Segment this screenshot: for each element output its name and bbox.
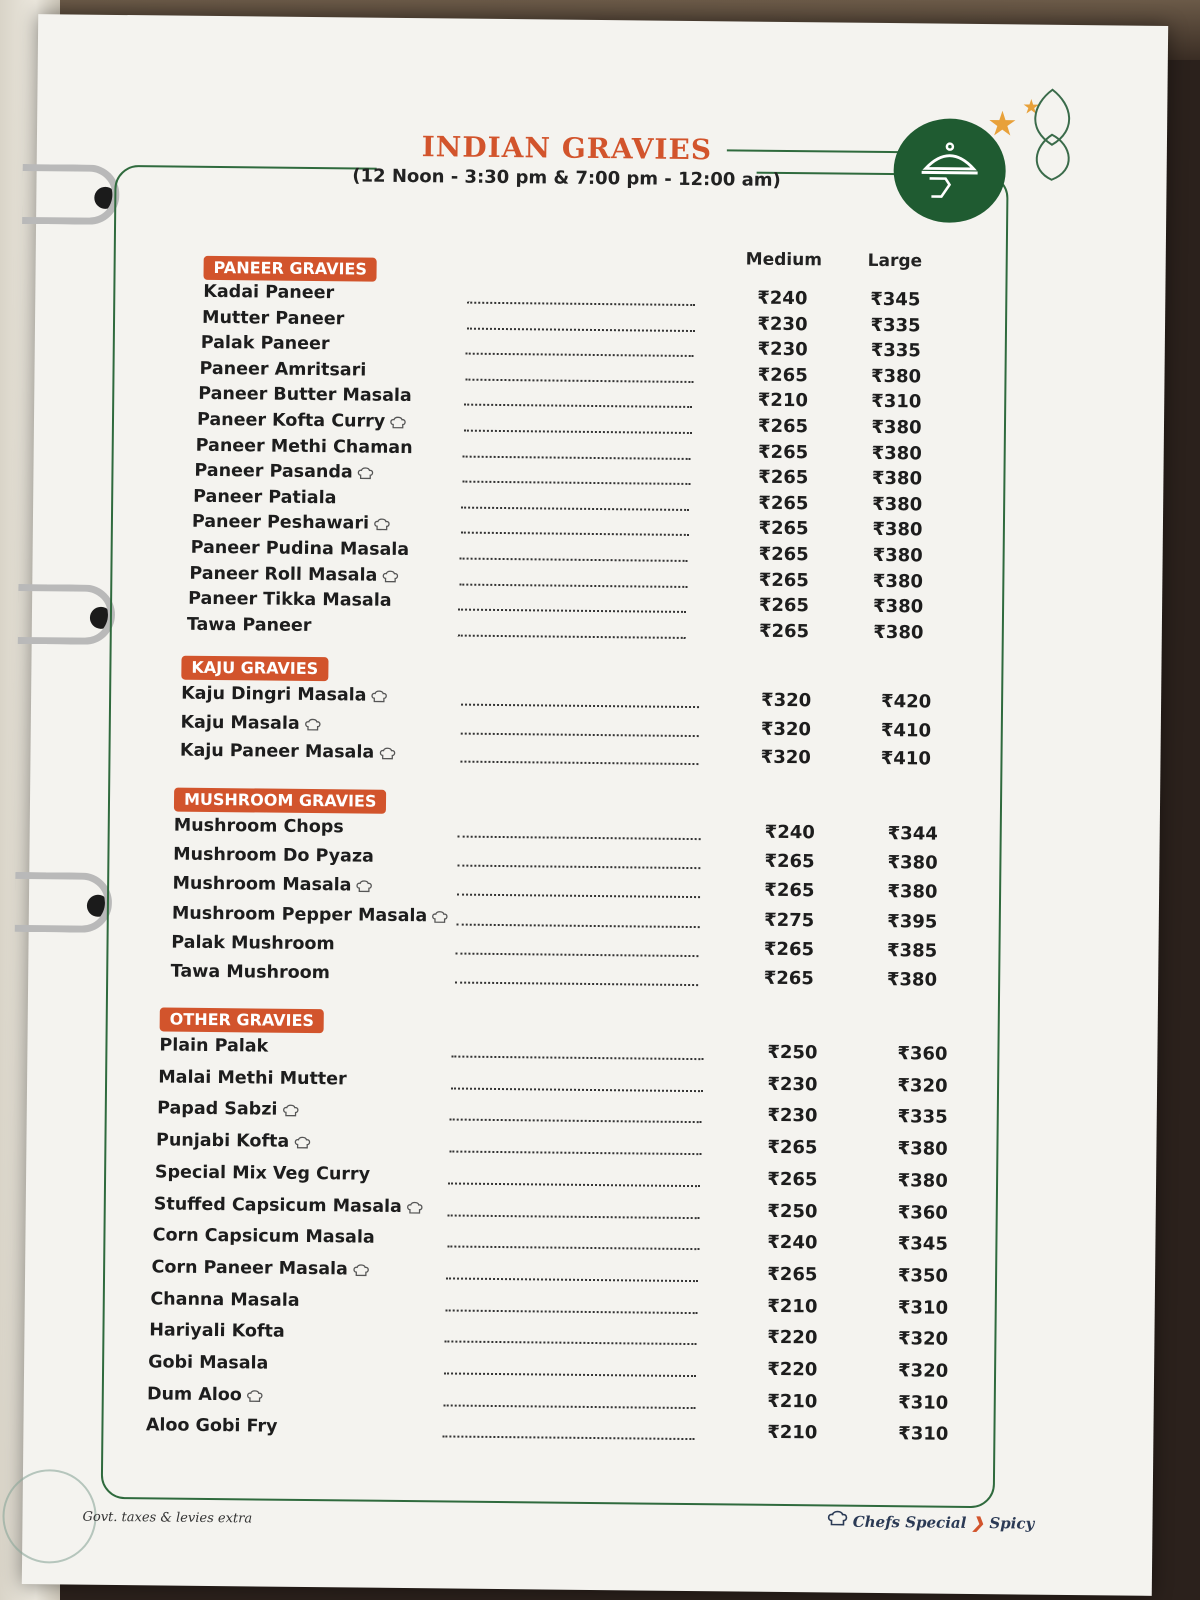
price-medium: ₹265 bbox=[767, 1136, 818, 1159]
item-name-text: Paneer Pudina Masala bbox=[190, 537, 410, 561]
price-large: ₹335 bbox=[897, 1106, 948, 1129]
item-name bbox=[159, 1035, 268, 1056]
chef-hat-icon bbox=[374, 517, 390, 531]
item-name bbox=[172, 903, 449, 926]
price-large: ₹380 bbox=[897, 1169, 948, 1192]
price-medium: ₹275 bbox=[764, 909, 815, 931]
chili-icon: ❯ bbox=[971, 1513, 985, 1533]
item-name-text: Papad Sabzi bbox=[157, 1098, 278, 1121]
dot-leader bbox=[458, 609, 686, 613]
price-medium: ₹265 bbox=[763, 938, 815, 961]
chef-hat-icon bbox=[407, 1200, 423, 1214]
price-large: ₹320 bbox=[897, 1328, 949, 1351]
price-medium: ₹265 bbox=[763, 967, 815, 990]
item-name bbox=[157, 1099, 298, 1120]
item-name-text: Palak Paneer bbox=[200, 333, 330, 355]
price-medium: ₹320 bbox=[760, 689, 812, 712]
price-medium: ₹240 bbox=[757, 287, 808, 310]
item-name bbox=[199, 359, 366, 381]
taxes-note: Govt. taxes & levies extra bbox=[82, 1509, 253, 1527]
item-name-text: Paneer Tikka Masala bbox=[188, 588, 392, 612]
price-medium: ₹210 bbox=[767, 1390, 818, 1413]
dot-leader bbox=[457, 865, 700, 870]
item-name bbox=[155, 1162, 370, 1184]
item-name-text: Corn Paneer Masala bbox=[151, 1257, 349, 1280]
price-medium: ₹265 bbox=[758, 518, 809, 540]
price-large: ₹310 bbox=[871, 391, 922, 413]
price-large: ₹380 bbox=[887, 881, 938, 903]
dot-leader bbox=[447, 1246, 699, 1251]
item-name-text: Kaju Paneer Masala bbox=[179, 740, 375, 763]
price-medium: ₹265 bbox=[757, 415, 809, 438]
item-name bbox=[196, 435, 413, 457]
item-name-text: Paneer Methi Chaman bbox=[195, 435, 413, 458]
item-name bbox=[148, 1352, 268, 1373]
legend bbox=[827, 1510, 1034, 1532]
item-name bbox=[173, 845, 374, 867]
item-name-text: Mushroom Chops bbox=[173, 815, 344, 838]
dot-leader bbox=[451, 1087, 703, 1092]
dot-leader bbox=[448, 1182, 700, 1187]
dot-leader bbox=[445, 1309, 697, 1314]
item-name bbox=[147, 1384, 263, 1405]
item-name bbox=[191, 538, 410, 560]
item-name-text: Aloo Gobi Fry bbox=[145, 1415, 278, 1438]
item-name bbox=[156, 1131, 310, 1153]
price-medium: ₹265 bbox=[764, 850, 815, 873]
price-large: ₹380 bbox=[871, 416, 922, 439]
star-decoration-icon: ★ bbox=[986, 104, 1018, 145]
item-name-text: Mutter Paneer bbox=[201, 307, 345, 329]
dot-leader bbox=[460, 558, 688, 562]
price-medium: ₹265 bbox=[758, 466, 809, 489]
price-medium: ₹210 bbox=[767, 1422, 818, 1444]
price-large: ₹380 bbox=[873, 621, 924, 644]
item-name-text: Kaju Masala bbox=[180, 712, 300, 734]
service-hours: (12 Noon - 3:30 pm & 7:00 pm - 12:00 am) bbox=[352, 165, 781, 191]
price-large: ₹310 bbox=[898, 1423, 949, 1446]
item-name-text: Paneer Roll Masala bbox=[189, 563, 378, 586]
price-medium: ₹265 bbox=[764, 880, 815, 902]
price-medium: ₹250 bbox=[767, 1041, 818, 1064]
price-medium: ₹230 bbox=[767, 1073, 818, 1096]
price-large: ₹395 bbox=[887, 910, 938, 933]
price-large: ₹350 bbox=[897, 1265, 949, 1287]
item-name bbox=[187, 615, 312, 636]
price-large: ₹320 bbox=[897, 1360, 949, 1382]
dot-leader bbox=[463, 430, 691, 434]
price-large: ₹310 bbox=[898, 1391, 949, 1414]
dot-leader bbox=[460, 532, 688, 536]
dot-leader bbox=[443, 1436, 695, 1441]
item-name-text: Corn Capsicum Masala bbox=[152, 1225, 375, 1248]
binder-ring bbox=[22, 164, 120, 225]
dot-leader bbox=[457, 894, 700, 899]
price-medium: ₹230 bbox=[757, 338, 808, 361]
item-name bbox=[203, 282, 334, 303]
item-name-text: Paneer Butter Masala bbox=[198, 384, 412, 407]
item-name bbox=[189, 563, 398, 585]
price-large: ₹345 bbox=[870, 288, 921, 311]
price-medium: ₹250 bbox=[767, 1200, 818, 1222]
item-name bbox=[188, 589, 392, 611]
item-name bbox=[180, 741, 395, 763]
item-name-text: Mushroom Masala bbox=[172, 873, 352, 896]
dot-leader bbox=[456, 952, 699, 957]
price-large: ₹410 bbox=[880, 747, 932, 770]
dot-leader bbox=[466, 353, 694, 357]
item-name-text: Special Mix Veg Curry bbox=[154, 1162, 371, 1185]
item-name bbox=[192, 512, 390, 534]
item-name-text: Mushroom Do Pyaza bbox=[173, 844, 375, 867]
item-name-text: Plain Palak bbox=[159, 1035, 269, 1057]
chef-hat-icon bbox=[294, 1135, 310, 1149]
chef-hat-icon bbox=[390, 415, 406, 429]
section-label: KAJU GRAVIES bbox=[181, 656, 328, 682]
price-large: ₹360 bbox=[897, 1201, 948, 1224]
price-medium: ₹265 bbox=[758, 492, 809, 515]
item-name-text: Malai Methi Mutter bbox=[158, 1067, 347, 1090]
item-name bbox=[171, 962, 330, 984]
price-large: ₹310 bbox=[897, 1296, 949, 1319]
dot-leader bbox=[465, 378, 693, 382]
price-large: ₹380 bbox=[886, 969, 938, 991]
item-name-text: Paneer Pasanda bbox=[194, 460, 353, 483]
dot-leader bbox=[461, 506, 689, 510]
chef-hat-icon bbox=[827, 1512, 852, 1530]
item-name-text: Channa Masala bbox=[150, 1288, 300, 1311]
chef-hat-icon bbox=[371, 689, 387, 703]
section-label: MUSHROOM GRAVIES bbox=[174, 788, 387, 814]
price-large: ₹345 bbox=[897, 1233, 949, 1255]
dot-leader bbox=[459, 583, 687, 587]
item-name bbox=[197, 410, 406, 432]
item-name bbox=[158, 1067, 347, 1089]
item-name-text: Mushroom Pepper Masala bbox=[171, 903, 428, 926]
price-large: ₹380 bbox=[872, 596, 924, 618]
price-medium: ₹265 bbox=[757, 441, 809, 463]
chef-hat-icon bbox=[356, 879, 372, 893]
legend-spicy: Spicy bbox=[989, 1514, 1035, 1533]
dot-leader bbox=[445, 1341, 697, 1346]
price-medium: ₹265 bbox=[758, 569, 809, 591]
item-name-text: Paneer Kofta Curry bbox=[196, 409, 386, 432]
price-medium: ₹265 bbox=[758, 594, 810, 617]
chef-hat-icon bbox=[282, 1103, 298, 1117]
item-name bbox=[174, 816, 344, 838]
dot-leader bbox=[463, 455, 691, 459]
dot-leader bbox=[451, 1056, 703, 1061]
price-medium: ₹320 bbox=[760, 746, 811, 769]
price-medium: ₹320 bbox=[760, 718, 812, 740]
price-large: ₹380 bbox=[871, 468, 923, 490]
price-large: ₹335 bbox=[870, 314, 921, 336]
item-name-text: Stuffed Capsicum Masala bbox=[153, 1193, 402, 1217]
price-large: ₹380 bbox=[871, 442, 922, 464]
item-name-text: Paneer Patiala bbox=[193, 486, 337, 509]
price-large: ₹385 bbox=[886, 939, 938, 962]
price-large: ₹410 bbox=[880, 719, 932, 742]
column-header-medium: Medium bbox=[745, 249, 823, 271]
item-name bbox=[202, 307, 344, 328]
item-name-text: Paneer Peshawari bbox=[191, 512, 370, 535]
item-name bbox=[153, 1226, 375, 1248]
chef-hat-icon bbox=[432, 909, 448, 923]
item-name bbox=[194, 461, 373, 483]
price-medium: ₹265 bbox=[757, 364, 808, 387]
item-name bbox=[149, 1321, 285, 1342]
price-large: ₹320 bbox=[897, 1074, 948, 1097]
price-medium: ₹265 bbox=[767, 1168, 818, 1191]
menu-page bbox=[22, 14, 1168, 1596]
price-large: ₹420 bbox=[880, 690, 932, 713]
dot-leader bbox=[464, 404, 692, 408]
dot-leader bbox=[460, 761, 698, 765]
dot-leader bbox=[467, 302, 695, 306]
star-decoration-icon: ★ bbox=[1022, 94, 1041, 119]
item-name bbox=[201, 333, 330, 354]
item-name-text: Paneer Amritsari bbox=[199, 358, 367, 381]
price-large: ₹380 bbox=[872, 570, 924, 593]
price-large: ₹380 bbox=[887, 852, 938, 874]
chef-hat-icon bbox=[353, 1262, 369, 1276]
price-large: ₹344 bbox=[887, 823, 938, 845]
dot-leader bbox=[443, 1404, 695, 1409]
price-large: ₹335 bbox=[870, 340, 921, 362]
leaf-decoration-icon bbox=[1021, 84, 1082, 189]
item-name bbox=[181, 684, 388, 706]
dot-leader bbox=[466, 327, 694, 331]
item-name-text: Kaju Dingri Masala bbox=[181, 683, 367, 706]
item-name bbox=[172, 874, 372, 896]
chef-hat-icon bbox=[382, 568, 398, 582]
item-name-text: Kadai Paneer bbox=[203, 281, 335, 304]
price-large: ₹380 bbox=[872, 519, 923, 541]
price-large: ₹380 bbox=[870, 365, 922, 388]
price-medium: ₹220 bbox=[767, 1358, 818, 1381]
item-name-text: Hariyali Kofta bbox=[149, 1320, 285, 1343]
chef-hat-icon bbox=[305, 716, 321, 730]
dot-leader bbox=[444, 1372, 696, 1377]
page-title: INDIAN GRAVIES bbox=[421, 130, 713, 167]
item-name bbox=[180, 712, 320, 733]
price-medium: ₹210 bbox=[767, 1295, 818, 1317]
section-label: OTHER GRAVIES bbox=[160, 1007, 325, 1033]
price-large: ₹380 bbox=[897, 1138, 948, 1160]
price-medium: ₹265 bbox=[758, 543, 809, 566]
dot-leader bbox=[450, 1119, 702, 1124]
dot-leader bbox=[456, 923, 699, 928]
price-large: ₹360 bbox=[897, 1043, 948, 1065]
dot-leader bbox=[458, 836, 701, 841]
dot-leader bbox=[446, 1277, 698, 1282]
price-medium: ₹210 bbox=[757, 390, 809, 412]
price-medium: ₹240 bbox=[764, 821, 815, 844]
dot-leader bbox=[455, 982, 698, 987]
chef-hat-icon bbox=[379, 746, 395, 760]
price-medium: ₹230 bbox=[757, 313, 808, 335]
chef-hat-icon bbox=[247, 1388, 263, 1402]
item-name bbox=[198, 384, 412, 406]
item-name bbox=[151, 1257, 369, 1279]
chef-hat-icon bbox=[358, 466, 374, 480]
item-name bbox=[171, 932, 335, 954]
item-name bbox=[193, 487, 336, 508]
section-label: PANEER GRAVIES bbox=[203, 256, 377, 282]
dot-leader bbox=[461, 732, 699, 736]
item-name-text: Tawa Mushroom bbox=[170, 961, 331, 984]
price-medium: ₹230 bbox=[767, 1105, 818, 1127]
item-name-text: Tawa Paneer bbox=[186, 614, 312, 636]
legend-chef-special: Chefs Special bbox=[852, 1512, 967, 1532]
dot-leader bbox=[449, 1151, 701, 1156]
column-header-large: Large bbox=[867, 250, 923, 272]
price-medium: ₹265 bbox=[758, 620, 810, 643]
item-name bbox=[150, 1289, 299, 1311]
price-medium: ₹240 bbox=[767, 1232, 818, 1254]
item-name bbox=[154, 1194, 423, 1217]
item-name-text: Palak Mushroom bbox=[171, 932, 335, 955]
dot-leader bbox=[457, 634, 685, 638]
dot-leader bbox=[462, 481, 690, 485]
item-name-text: Gobi Masala bbox=[148, 1352, 269, 1374]
item-name-text: Punjabi Kofta bbox=[155, 1130, 290, 1152]
item-name bbox=[146, 1416, 278, 1437]
price-large: ₹380 bbox=[872, 544, 923, 567]
dot-leader bbox=[448, 1214, 700, 1219]
price-large: ₹380 bbox=[872, 493, 923, 516]
price-medium: ₹265 bbox=[767, 1263, 818, 1286]
price-medium: ₹220 bbox=[767, 1327, 818, 1349]
item-name-text: Dum Aloo bbox=[146, 1384, 243, 1406]
dot-leader bbox=[461, 704, 699, 708]
